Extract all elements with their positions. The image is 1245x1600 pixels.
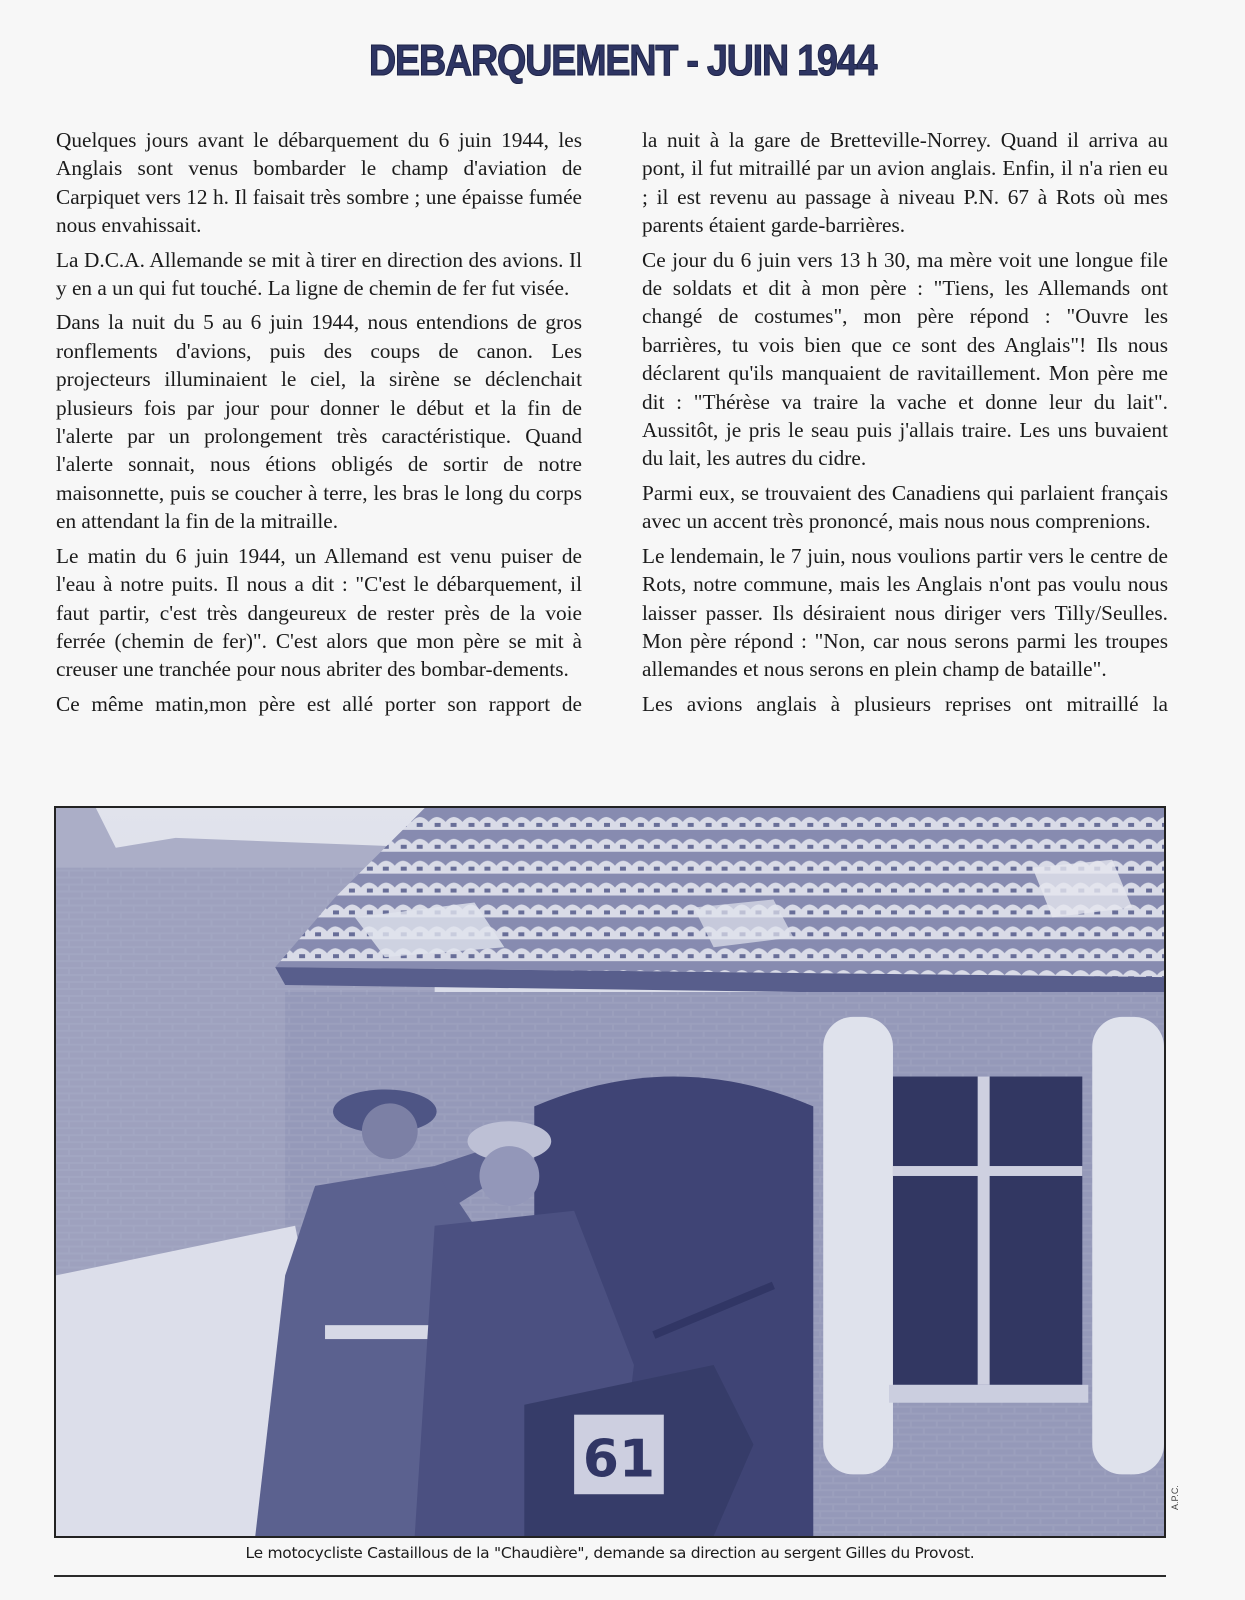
photo-credit: A.P.C. [1170, 1485, 1180, 1510]
paragraph: Le matin du 6 juin 1944, un Allemand est venu puiser de l'eau à notre puits. Il nous a dit : "C'est le débarquement, il faut partir, c'est très dangeureux de rester près de la voie ferrée (chemin de fer)". C'est alors que mon père se mit à creuser une tranchée pour nous abriter des bombar-dements. [56, 543, 582, 682]
paragraph: Dans la nuit du 5 au 6 juin 1944, nous entendions de gros ronflements d'avions, puis des coups de canon. Les projecteurs illuminaient le ciel, la sirène se déclenchait plusieurs fois par jour pour donner le début et la fin de l'alerte par un prolongement très caractéristique. Quand l'alerte sonnait, nous étions obligés de sortir de notre maisonnette, puis se coucher à terre, les bras le long du corps en attendant la fin de la mitraille. [56, 310, 582, 534]
paragraph: Parmi eux, se trouvaient des Canadiens qui parlaient français avec un accent très prononcé, mais nous nous comprenions. [642, 480, 1168, 534]
paragraph-continued: Les avions anglais à plusieurs reprises ont mitraillé la [642, 691, 1168, 716]
photo-illustration [56, 808, 1164, 1536]
left-text-column [56, 126, 582, 724]
right-text-column [642, 126, 1168, 724]
caption-divider [54, 1575, 1166, 1577]
paragraph: la nuit à la gare de Bretteville-Norrey. Quand il arriva au pont, il fut mitraillé par un avion anglais. Enfin, il n'a rien eu ; il est revenu au passage à niveau P.N. 67 à Rots où mes parents étaient garde-barrières. [642, 128, 1168, 238]
historical-photo [54, 806, 1166, 1538]
motorcycle-number: 61 [582, 1429, 656, 1490]
paragraph-continued: Ce même matin,mon père est allé porter son rapport de [56, 691, 582, 716]
photo-caption: Le motocycliste Castaillous de la "Chaudière", demande sa direction au sergent Gilles du Provost. [245, 1544, 975, 1562]
paragraph: Ce jour du 6 juin vers 13 h 30, ma mère voit une longue file de soldats et dit à mon père : "Tiens, les Allemands ont changé de costumes", mon père répond : "Ouvre les barrières, tu vois bien que ce sont des Anglais"! Ils nous déclarent qu'ils manquaient de ravitaillement. Mon père me dit : "Thérèse va traire la vache et donne leur du lait". Aussitôt, je pris le seau puis j'allais traire. Les uns buvaient du lait, les autres du cidre. [642, 247, 1168, 471]
paragraph: Quelques jours avant le débarquement du 6 juin 1944, les Anglais sont venus bombarder le champ d'aviation de Carpiquet vers 12 h. Il faisait très sombre ; une épaisse fumée nous envahissait. [56, 128, 582, 238]
paragraph: Le lendemain, le 7 juin, nous voulions partir vers le centre de Rots, notre commune, mais les Anglais n'ont pas voulu nous laisser passer. Ils désiraient nous diriger vers Tilly/Seulles. Mon père répond : "Non, car nous serons parmi les troupes allemandes et nous serons en plein champ de bataille". [642, 543, 1168, 682]
page-title: DEBARQUEMENT - JUIN 1944 [368, 36, 877, 85]
paragraph: La D.C.A. Allemande se mit à tirer en direction des avions. Il y en a un qui fut touché. La ligne de chemin de fer fut visée. [56, 247, 582, 301]
